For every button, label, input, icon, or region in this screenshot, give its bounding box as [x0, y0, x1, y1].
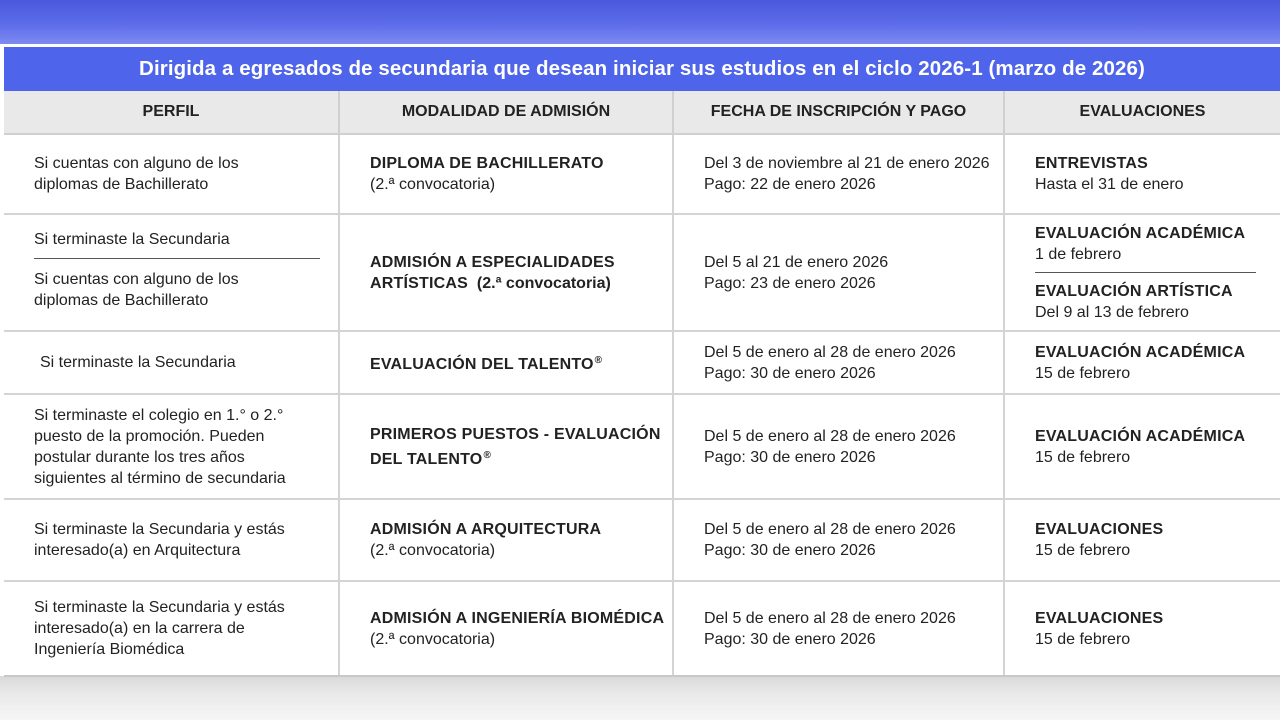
table-row [4, 214, 1280, 331]
perfil-text: Si terminaste la Secundaria y estás [34, 521, 285, 538]
perfil-cell [4, 499, 339, 581]
perfil-cell [4, 134, 339, 214]
fecha-pago: Pago: 30 de enero 2026 [704, 364, 876, 382]
fecha-cell [673, 394, 1004, 499]
modalidad-title: ARTÍSTICAS [370, 274, 468, 292]
perfil-text: Si terminaste la Secundaria y estás [34, 599, 285, 616]
perfil-text: interesado(a) en Arquitectura [34, 542, 241, 559]
modalidad-title: DIPLOMA DE BACHILLERATO [370, 155, 604, 172]
evaluacion-cell [1004, 394, 1280, 499]
modalidad-title: ADMISIÓN A INGENIERÍA BIOMÉDICA [370, 609, 665, 627]
fecha-pago: Pago: 22 de enero 2026 [704, 176, 876, 193]
modalidad-title: PRIMEROS PUESTOS - EVALUACIÓN [370, 425, 661, 443]
perfil-text: siguientes al término de secundaria [34, 469, 286, 487]
evaluacion-cell [1004, 134, 1280, 214]
modalidad-cell [339, 214, 673, 331]
admission-table [4, 91, 1280, 677]
modalidad-cell [339, 499, 673, 581]
perfil-cell [4, 581, 339, 676]
fecha-cell [673, 499, 1004, 581]
modalidad-note: (2.ª convocatoria) [370, 176, 496, 193]
perfil-cell [4, 394, 339, 499]
modalidad-note: (2.ª convocatoria) [476, 274, 611, 292]
registered-mark: ® [594, 355, 603, 366]
table-row [4, 331, 1280, 394]
evaluacion-date: 15 de febrero [1035, 448, 1131, 466]
modalidad-cell [339, 331, 673, 394]
evaluacion-title: EVALUACIÓN ACADÉMICA [1035, 343, 1246, 361]
bottom-background-band [0, 676, 1280, 720]
perfil-split-top [34, 215, 320, 259]
modalidad-note: (2.ª convocatoria) [370, 630, 496, 648]
evaluacion-date: 15 de febrero [1035, 364, 1131, 382]
table-row [4, 394, 1280, 499]
fecha-cell [673, 581, 1004, 676]
perfil-text: postular durante los tres años [34, 448, 245, 466]
fecha-cell [673, 214, 1004, 331]
banner-title: Dirigida a egresados de secundaria que desean iniciar sus estudios en el ciclo 2026-1 (marzo de 2026) [4, 47, 1280, 91]
evaluacion-title: EVALUACIÓN ACADÉMICA [1035, 224, 1246, 242]
fecha-inscripcion: Del 5 de enero al 28 de enero 2026 [704, 521, 956, 538]
modalidad-note: (2.ª convocatoria) [370, 542, 496, 559]
modalidad-cell [339, 394, 673, 499]
evaluacion-split-top [1035, 223, 1256, 273]
fecha-pago: Pago: 30 de enero 2026 [704, 448, 876, 466]
evaluacion-date: 15 de febrero [1035, 630, 1131, 648]
perfil-split-bottom [34, 259, 338, 311]
modalidad-cell [339, 581, 673, 676]
modalidad-title: ADMISIÓN A ESPECIALIDADES [370, 253, 615, 271]
perfil-text: Ingeniería Biomédica [34, 641, 185, 658]
column-header-perfil: PERFIL [4, 91, 339, 134]
evaluacion-date: Hasta el 31 de enero [1035, 176, 1184, 193]
perfil-text: Si terminaste la Secundaria [34, 231, 230, 248]
modalidad-cell [339, 134, 673, 214]
perfil-cell [4, 331, 339, 394]
evaluacion-title: EVALUACIONES [1035, 609, 1164, 627]
modalidad-title: DEL TALENTO [370, 450, 483, 468]
table-row [4, 134, 1280, 214]
evaluacion-title: EVALUACIÓN ACADÉMICA [1035, 427, 1246, 445]
top-background-band [0, 0, 1280, 44]
evaluacion-title: EVALUACIONES [1035, 521, 1164, 538]
evaluacion-cell [1004, 331, 1280, 394]
evaluacion-date: 15 de febrero [1035, 542, 1131, 559]
perfil-text: diplomas de Bachillerato [34, 292, 209, 309]
fecha-pago: Pago: 30 de enero 2026 [704, 630, 876, 648]
evaluacion-cell [1004, 499, 1280, 581]
evaluacion-cell [1004, 214, 1280, 331]
modalidad-title: EVALUACIÓN DEL TALENTO [370, 356, 594, 373]
perfil-text: Si cuentas con alguno de los [34, 271, 239, 288]
evaluacion-date: Del 9 al 13 de febrero [1035, 303, 1189, 321]
fecha-pago: Pago: 30 de enero 2026 [704, 542, 876, 559]
perfil-text: puesto de la promoción. Pueden [34, 427, 265, 445]
evaluacion-title: ENTREVISTAS [1035, 155, 1149, 172]
perfil-text: Si terminaste la Secundaria [40, 354, 236, 371]
fecha-inscripcion: Del 5 de enero al 28 de enero 2026 [704, 609, 956, 627]
fecha-cell [673, 331, 1004, 394]
table-row [4, 499, 1280, 581]
fecha-inscripcion: Del 5 al 21 de enero 2026 [704, 253, 889, 271]
perfil-text: Si terminaste el colegio en 1.° o 2.° [34, 406, 284, 424]
perfil-text: interesado(a) en la carrera de [34, 620, 245, 637]
fecha-inscripcion: Del 3 de noviembre al 21 de enero 2026 [704, 155, 990, 172]
perfil-text: Si cuentas con alguno de los [34, 155, 239, 172]
perfil-cell [4, 214, 339, 331]
evaluacion-date: 1 de febrero [1035, 245, 1122, 263]
registered-mark: ® [483, 449, 492, 461]
fecha-cell [673, 134, 1004, 214]
table-row [4, 581, 1280, 676]
evaluacion-split-bottom [1035, 273, 1280, 323]
fecha-pago: Pago: 23 de enero 2026 [704, 274, 876, 292]
evaluacion-cell [1004, 581, 1280, 676]
perfil-text: diplomas de Bachillerato [34, 176, 209, 193]
column-header-evaluaciones: EVALUACIONES [1004, 91, 1280, 134]
fecha-inscripcion: Del 5 de enero al 28 de enero 2026 [704, 343, 956, 361]
evaluacion-title: EVALUACIÓN ARTÍSTICA [1035, 282, 1233, 300]
column-header-fecha: FECHA DE INSCRIPCIÓN Y PAGO [673, 91, 1004, 134]
column-header-modalidad: MODALIDAD DE ADMISIÓN [339, 91, 673, 134]
fecha-inscripcion: Del 5 de enero al 28 de enero 2026 [704, 427, 956, 445]
table-header-row [4, 91, 1280, 134]
modalidad-title: ADMISIÓN A ARQUITECTURA [370, 521, 602, 538]
